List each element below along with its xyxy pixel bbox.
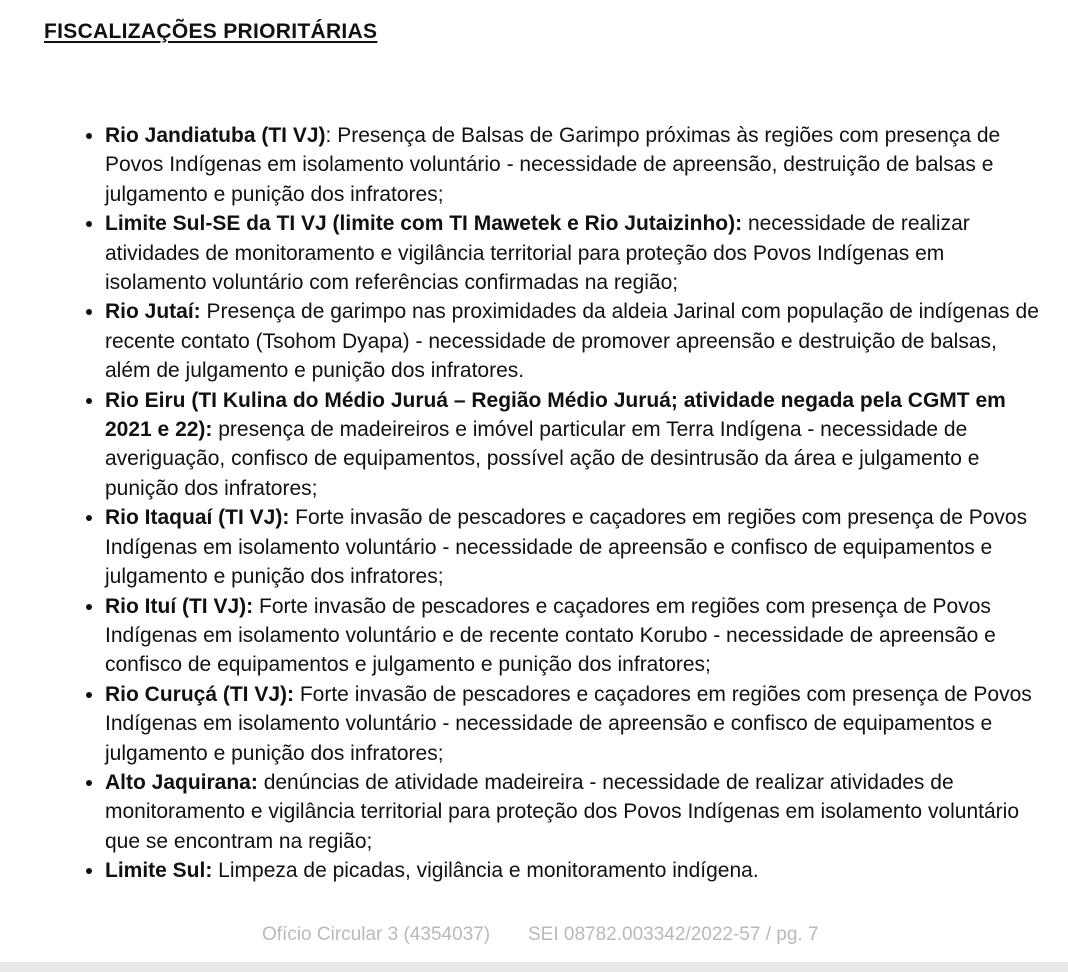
list-item-rio-eiru: [105, 386, 1045, 504]
list-item-rio-curuca: [105, 680, 1045, 768]
footer-document-reference: Ofício Circular 3 (4354037): [262, 924, 491, 945]
item-lead: Rio Ituí (TI VJ):: [105, 594, 254, 618]
item-body: Limpeza de picadas, vigilância e monitoramento indígena.: [212, 859, 759, 883]
list-item-rio-jutai: [105, 297, 1045, 385]
item-body: Forte invasão de pescadores e caçadores em regiões com presença de Povos Indígenas em isolamento voluntário - necessidade de apreensão e confisco de equipamentos e julgamento e punição dos infratores;: [105, 506, 1028, 589]
item-body: presença de madeireiros e imóvel particular em Terra Indígena - necessidade de averiguação, confisco de equipamentos, possível ação de desintrusão da área e julgamento e punição dos infratores;: [105, 418, 980, 500]
list-item-rio-jandiatuba: [105, 121, 1045, 209]
list-item-limite-sul: [105, 856, 1045, 885]
item-lead: Rio Jandiatuba (TI VJ): [105, 124, 326, 147]
item-body: : Presença de Balsas de Garimpo próximas às regiões com presença de Povos Indígenas em isolamento voluntário - necessidade de apreensão, destruição de balsas e julgamento e punição dos infratores;: [105, 124, 1001, 206]
footer-sei-page-reference: SEI 08782.003342/2022-57 / pg. 7: [528, 924, 819, 945]
item-body: necessidade de realizar atividades de monitoramento e vigilância territorial para proteção dos Povos Indígenas em isolamento voluntário com referências confirmadas na região;: [105, 212, 970, 295]
page-footer: [0, 924, 1068, 950]
list-item-rio-itaquai: [105, 503, 1045, 591]
list-item-rio-itui: [105, 592, 1045, 680]
page-title: FISCALIZAÇÕES PRIORITÁRIAS: [44, 20, 378, 43]
item-lead: Rio Itaquaí (TI VJ):: [105, 506, 290, 530]
list-item-alto-jaquirana: [105, 768, 1045, 856]
item-body: Presença de garimpo nas proximidades da aldeia Jarinal com população de indígenas de recente contato (Tsohom Dyapa) - necessidade de promover apreensão e destruição de balsas, além de julgamento e punição dos infratores.: [105, 300, 1039, 383]
item-lead: Limite Sul:: [105, 859, 213, 883]
item-lead: Alto Jaquirana:: [105, 770, 258, 794]
item-body: Forte invasão de pescadores e caçadores em regiões com presença de Povos Indígenas em isolamento voluntário - necessidade de apreensão e confisco de equipamentos e julgamento e punição dos infratores;: [105, 682, 1032, 765]
item-lead: Rio Curuçá (TI VJ):: [105, 682, 295, 706]
item-lead: Rio Eiru (TI Kulina do Médio Juruá – Região Médio Juruá; atividade negada pela CGMT em 2021 e 22):: [105, 388, 1006, 442]
item-lead: Rio Jutaí:: [105, 300, 201, 324]
priority-inspections-list: [44, 121, 1045, 886]
item-body: Forte invasão de pescadores e caçadores em regiões com presença de Povos Indígenas em isolamento voluntário e de recente contato Korubo - necessidade de apreensão e confisco de equipamentos e julgamento e punição dos infratores;: [105, 594, 996, 677]
item-body: denúncias de atividade madeireira - necessidade de realizar atividades de monitoramento e vigilância territorial para proteção dos Povos Indígenas em isolamento voluntário que se encontram na região;: [105, 770, 1019, 853]
page-edge-bar: [0, 962, 1068, 972]
item-lead: Limite Sul-SE da TI VJ (limite com TI Mawetek e Rio Jutaizinho):: [105, 212, 743, 236]
list-item-limite-sul-se: [105, 209, 1045, 297]
